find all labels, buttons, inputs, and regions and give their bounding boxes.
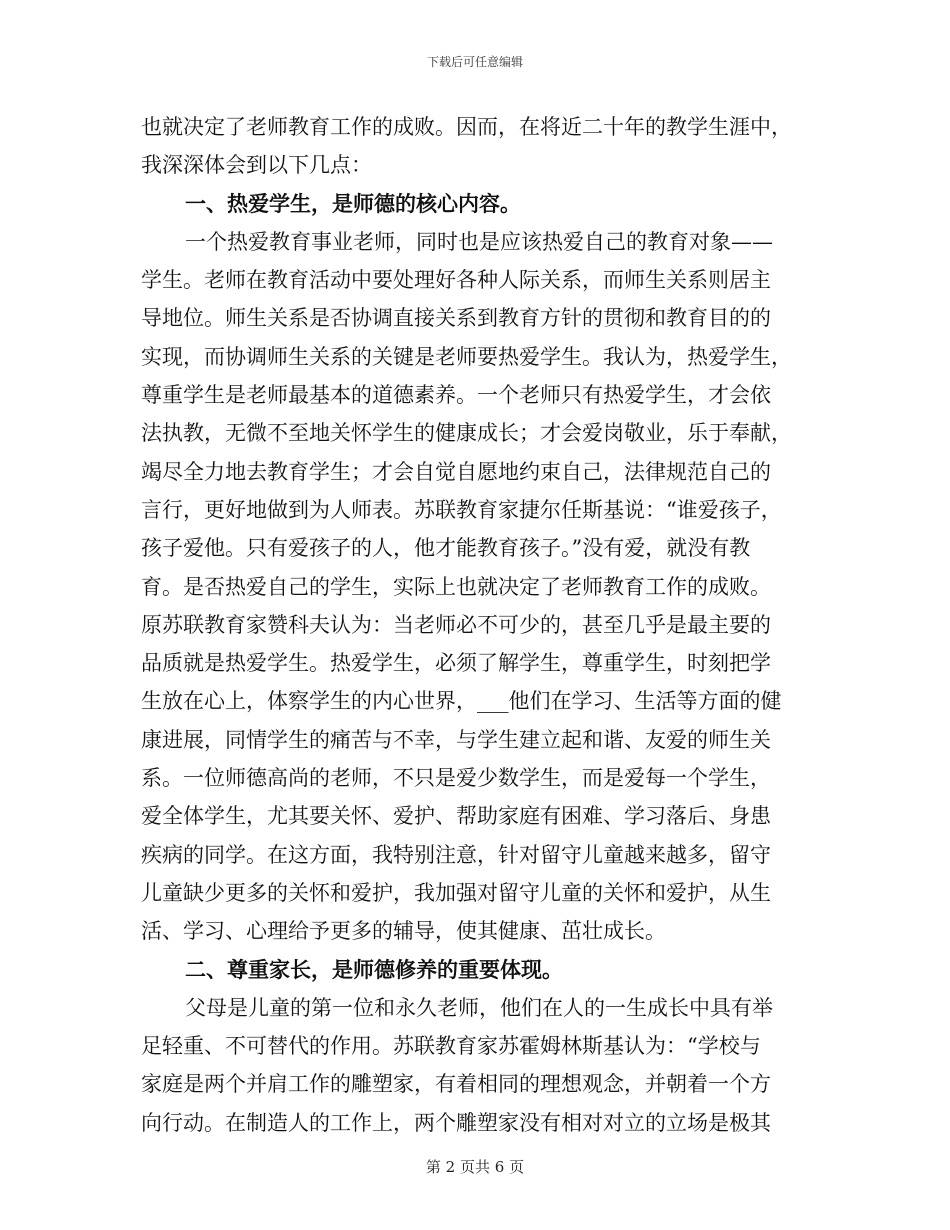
paragraph-start: 父母是儿童的第一位和永久老师，他们在人的一生成长中具有举 [185,995,773,1020]
body-line: 品质就是热爱学生。热爱学生，必须了解学生，尊重学生，时刻把学 [141,651,771,676]
body-line: 学生。老师在教育活动中要处理好各种人际关系，而师生关系则居主 [141,268,771,293]
document-body [141,108,806,1142]
section-heading-2: 二、尊重家长，是师德修养的重要体现。 [185,956,563,982]
body-line: 疾病的同学。在这方面，我特别注意，针对留守儿童越来越多，留守 [141,842,771,867]
body-line: 足轻重、不可替代的作用。苏联教育家苏霍姆林斯基认为：“学校与 [141,1034,761,1059]
body-line: 育。是否热爱自己的学生，实际上也就决定了老师教育工作的成败。 [141,574,771,599]
body-line: 向行动。在制造人的工作上，两个雕塑家没有相对对立的立场是极其 [141,1110,771,1135]
body-line: 系。一位师德高尚的老师，不只是爱少数学生，而是爱每一个学生， [141,766,771,791]
body-line: 生放在心上，体察学生的内心世界，___他们在学习、生活等方面的健 [141,689,782,714]
body-line: 尊重学生是老师最基本的道德素养。一个老师只有热爱学生，才会依 [141,383,771,408]
page-header: 下载后可任意编辑 [426,55,523,69]
body-line: 我深深体会到以下几点： [141,153,372,178]
body-line: 活、学习、心理给予更多的辅导，使其健康、茁壮成长。 [141,919,666,944]
body-line: 家庭是两个并肩工作的雕塑家，有着相同的理想观念，并朝着一个方 [141,1072,771,1097]
body-line: 实现，而协调师生关系的关键是老师要热爱学生。我认为，热爱学生， [141,344,792,369]
page-number-footer: 第 2 页共 6 页 [425,1158,525,1176]
body-line: 孩子爱他。只有爱孩子的人，他才能教育孩子。”没有爱，就没有教 [141,536,751,561]
body-line: 原苏联教育家赞科夫认为：当老师必不可少的，甚至几乎是最主要的 [141,612,771,637]
section-heading-1: 一、热爱学生，是师德的核心内容。 [185,190,521,216]
body-line: 言行，更好地做到为人师表。苏联教育家捷尔任斯基说：“谁爱孩子， [141,497,782,522]
body-line: 法执教，无微不至地关怀学生的健康成长；才会爱岗敬业，乐于奉献， [141,421,792,446]
body-line: 康进展，同情学生的痛苦与不幸，与学生建立起和谐、友爱的师生关 [141,727,771,752]
body-line: 爱全体学生，尤其要关怀、爱护、帮助家庭有困难、学习落后、身患 [141,804,771,829]
body-line: 也就决定了老师教育工作的成败。因而，在将近二十年的教学生涯中， [141,115,792,139]
body-line: 竭尽全力地去教育学生；才会自觉自愿地约束自己，法律规范自己的 [141,459,771,484]
paragraph-start: 一个热爱教育事业老师，同时也是应该热爱自己的教育对象—— [185,229,773,254]
body-line: 儿童缺少更多的关怀和爱护，我加强对留守儿童的关怀和爱护，从生 [141,880,771,905]
body-line: 导地位。师生关系是否协调直接关系到教育方针的贯彻和教育目的的 [141,306,771,331]
